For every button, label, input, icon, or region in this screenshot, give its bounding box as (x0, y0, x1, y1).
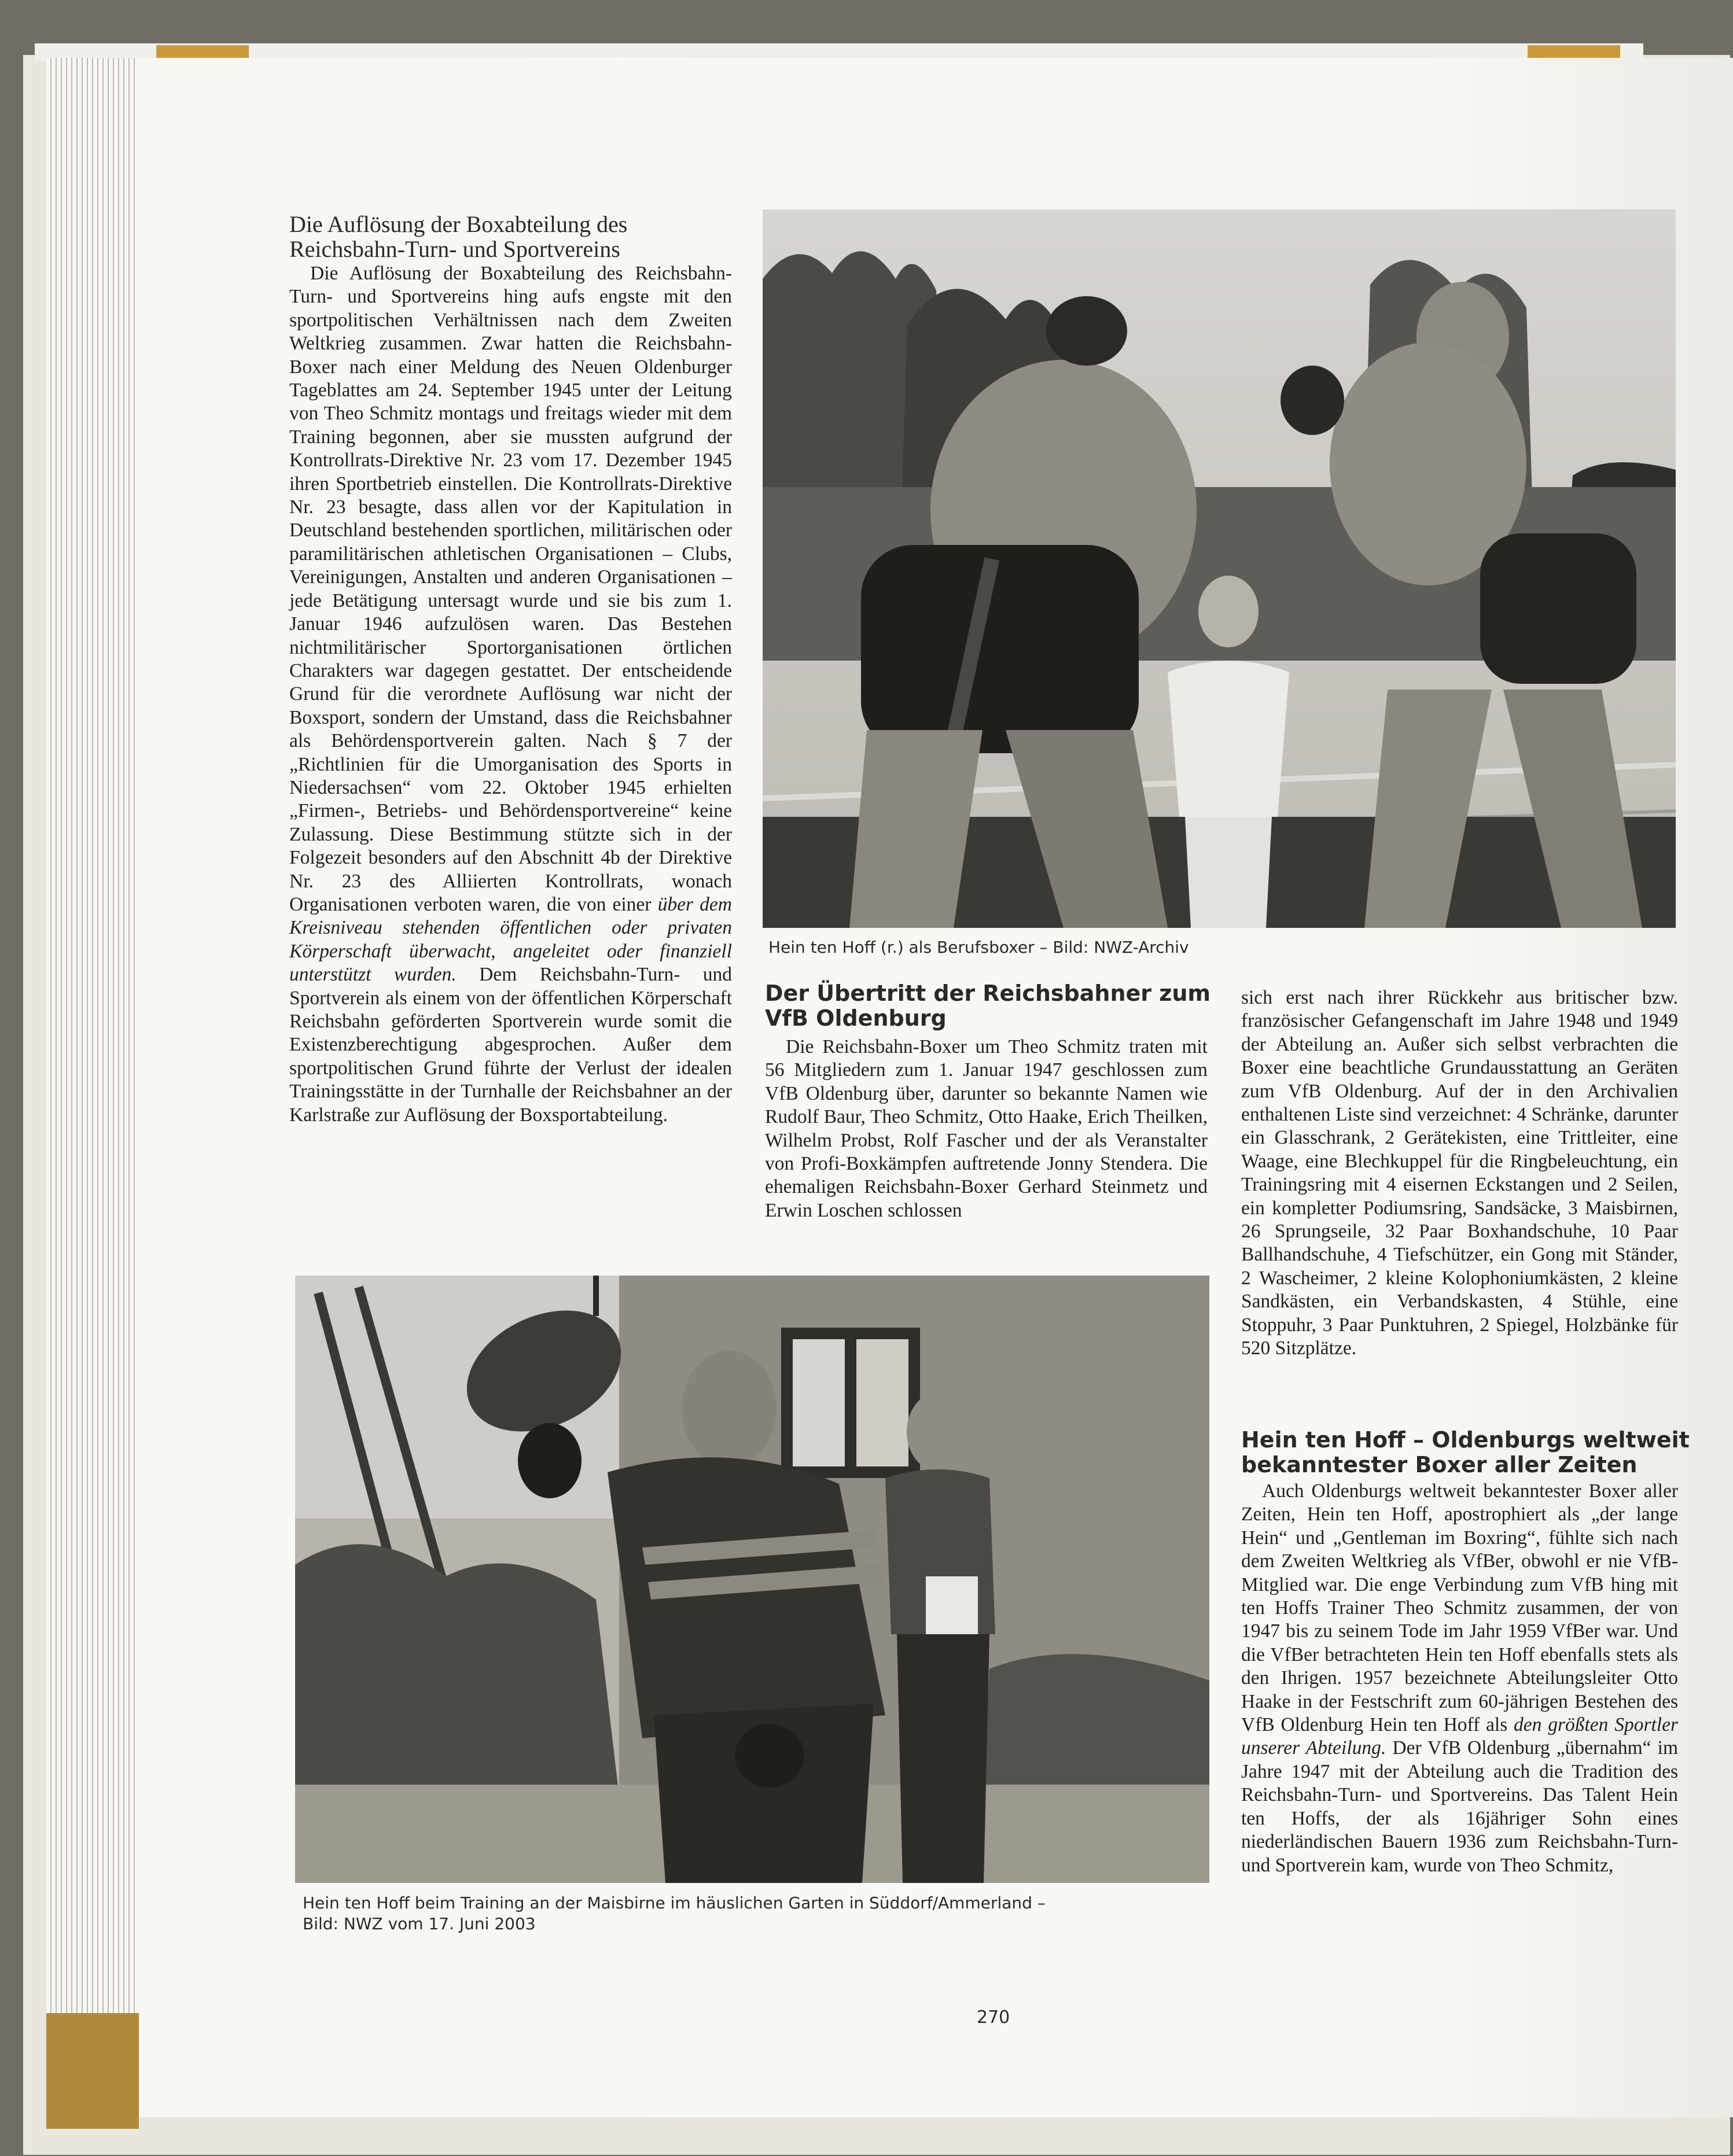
heading-line: Die Auflösung der Boxabteilung des (289, 211, 628, 237)
paragraph (1241, 1480, 1678, 1877)
caption-photo-training (303, 1893, 1205, 1934)
gold-edge-bottom (46, 2013, 139, 2129)
text-column-right (1241, 986, 1678, 1361)
heading-line: VfB Oldenburg (765, 1005, 947, 1031)
caption-photo-boxing-match: Hein ten Hoff (r.) als Berufsboxer – Bild: NWZ-Archiv (768, 938, 1189, 957)
paragraph-text: Auch Oldenburgs weltweit bekanntester Boxer aller Zeiten, Hein ten Hoff, apostrophiert als „der lange Hein“ und „Gentleman im Boxring“, fühlte sich nach dem Zweiten Weltkrieg als VfBer, obwohl er nie VfB-Mitglied war. Die enge Verbindung zum VfB hing mit ten Hoffs Trainer Theo Schmitz zusammen, der von 1947 bis zu seinem Tode im Jahr 1959 VfBer war. Und die VfBer betrachteten Hein ten Hoff ebenfalls stets als den Ihrigen. 1957 bezeichnete Abteilungsleiter Otto Haake in der Festschrift zum 60-jährigen Bestehen des VfB Oldenburg Hein ten Hoff als (1241, 1480, 1678, 1736)
paragraph-italic-quote: den größten Sportler unserer Abteilung. (1241, 1714, 1679, 1759)
page-number: 270 (977, 2007, 1010, 2028)
paragraph-text: Die Reichsbahn-Boxer um Theo Schmitz traten mit 56 Mitgliedern zum 1. Januar 1947 geschlossen zum VfB Oldenburg über, darunter so bekannte Namen wie Rudolf Baur, Theo Schmitz, Otto Haake, Erich Theilken, Wilhelm Probst, Rolf Fascher und der als Veranstalter von Profi-Boxkämpfen auftretende Jonny Stendera. Die ehemaligen Reichsbahn-Boxer Gerhard Steinmetz und Erwin Loschen schlossen (765, 1036, 1208, 1221)
page-leaves (46, 58, 139, 2129)
paragraph-text: Die Auflösung der Boxabteilung des Reichsbahn-Turn- und Sportvereins hing aufs engste mit den sportpolitischen Verhältnissen nach dem Zweiten Weltkrieg zusammen. Zwar hatten die Reichsbahn-Boxer nach einer Meldung des Neuen Oldenburger Tageblattes am 24. September 1945 unter der Leitung von Theo Schmitz montags und freitags wieder mit dem Training begonnen, aber sie mussten aufgrund der Kontrollrats-Direktive Nr. 23 vom 17. Dezember 1945 ihren Sportbetrieb einstellen. Die Kontrollrats-Direktive Nr. 23 besagte, dass allen vor der Kapitulation in Deutschland bestehenden sportlichen, militärischen oder paramilitärischen athletischen Organisationen – Clubs, Vereinigungen, Anstalten und anderen Organisationen – jede Betätigung untersagt wurde und sie bis zum 1. Januar 1946 aufzulösen waren. Das Bestehen nichtmilitärischer Sportorganisationen örtlichen Charakters war dagegen gestattet. Der entscheidende Grund für die verordnete Auflösung war nicht der Boxsport, sondern der Umstand, dass die Reichsbahner als Behördensportverein galten. Nach § 7 der „Richtlinien für die Umorganisation des Sports in Niedersachsen“ vom 22. Oktober 1945 erhielten „Firmen-, Betriebs- und Behördensportvereine“ keine Zulassung. Diese Bestimmung stützte sich in der Folgezeit besonders auf den Abschnitt 4b der Direktive Nr. 23 des Alliierten Kontrollrats, wonach Organisationen verboten waren, die von einer (289, 263, 732, 915)
heading-line: Der Übertritt der Reichsbahner zum (765, 981, 1211, 1006)
heading-line: Reichsbahn-Turn- und Sportvereins (289, 236, 620, 262)
heading-line: Hein ten Hoff – Oldenburgs weltweit (1241, 1427, 1690, 1453)
photo-boxing-match (763, 209, 1676, 928)
paragraph-text: sich erst nach ihrer Rückkehr aus britischer bzw. französischer Gefangenschaft im Jahre 1948 und 1949 der Abteilung an. Außer sich selbst verbrachten die Boxer eine beachtliche Grundausstattung an Geräten zum VfB Oldenburg. Auf der in den Archivalien enthaltenen Liste sind verzeichnet: 4 Schränke, darunter ein Glasschrank, 2 Gerätekisten, eine Trittleiter, eine Waage, eine Blechkuppel für die Ringbeleuchtung, ein Trainingsring mit 4 eisernen Eckstangen und 2 Seilen, ein kompletter Podiumsring, Sandsäcke, 3 Maisbirnen, 26 Sprungseile, 32 Paar Boxhandschuhe, 10 Paar Ballhandschuhe, 4 Tiefschützer, ein Gong mit Ständer, 2 Wascheimer, 2 kleine Kolophoniumkästen, 2 kleine Sandkästen, ein Verbandskasten, 4 Stühle, eine Stoppuhr, 3 Paar Punktuhren, 2 Spiegel, Holzbänke für 520 Sitzplätze. (1241, 987, 1678, 1359)
section-heading-hein-ten-hoff (1241, 1428, 1692, 1477)
caption-line: Hein ten Hoff beim Training an der Maisbirne im häuslichen Garten in Süddorf/Ammerland – (303, 1893, 1046, 1912)
text-column-left (289, 262, 732, 1127)
photo-training-speedbag (295, 1276, 1209, 1883)
heading-line: bekanntester Boxer aller Zeiten (1241, 1452, 1638, 1477)
paragraph-text: Der VfB Oldenburg „übernahm“ im Jahre 1947 mit der Abteilung auch die Tradition des Reichsbahn-Turn- und Sportvereins. Das Talent Hein ten Hoffs, der als 16jähriger Sohn eines niederländischen Bauern 1936 zum Reichsbahn-Turn- und Sportverein kam, wurde von Theo Schmitz, (1241, 1737, 1679, 1876)
boxing-photo-illustration (763, 209, 1676, 928)
text-column-middle (765, 1035, 1208, 1222)
paragraph-italic-quote: über dem Kreisniveau stehenden öffentlichen oder privaten Körperschaft überwacht, angeleitet oder finanziell unterstützt wurden. (289, 893, 732, 986)
text-column-right-lower (1241, 1480, 1678, 1877)
paragraph-text: Dem Reichsbahn-Turn- und Sportverein als einem von der öffentlichen Körperschaft Reichsbahn geförderten Sportverein wurde somit die Existenzberechtigung abgesprochen. Außer dem sportpolitischen Grund führte der Verlust der idealen Trainingsstätte in der Turnhalle der Reichsbahner an der Karlstraße zur Auflösung der Boxsportabteilung. (289, 964, 733, 1126)
training-photo-illustration (295, 1276, 1209, 1883)
section-heading-dissolution (289, 212, 729, 261)
section-heading-transfer (765, 981, 1216, 1031)
caption-line: Bild: NWZ vom 17. Juni 2003 (303, 1914, 536, 1933)
paragraph (289, 262, 732, 1127)
